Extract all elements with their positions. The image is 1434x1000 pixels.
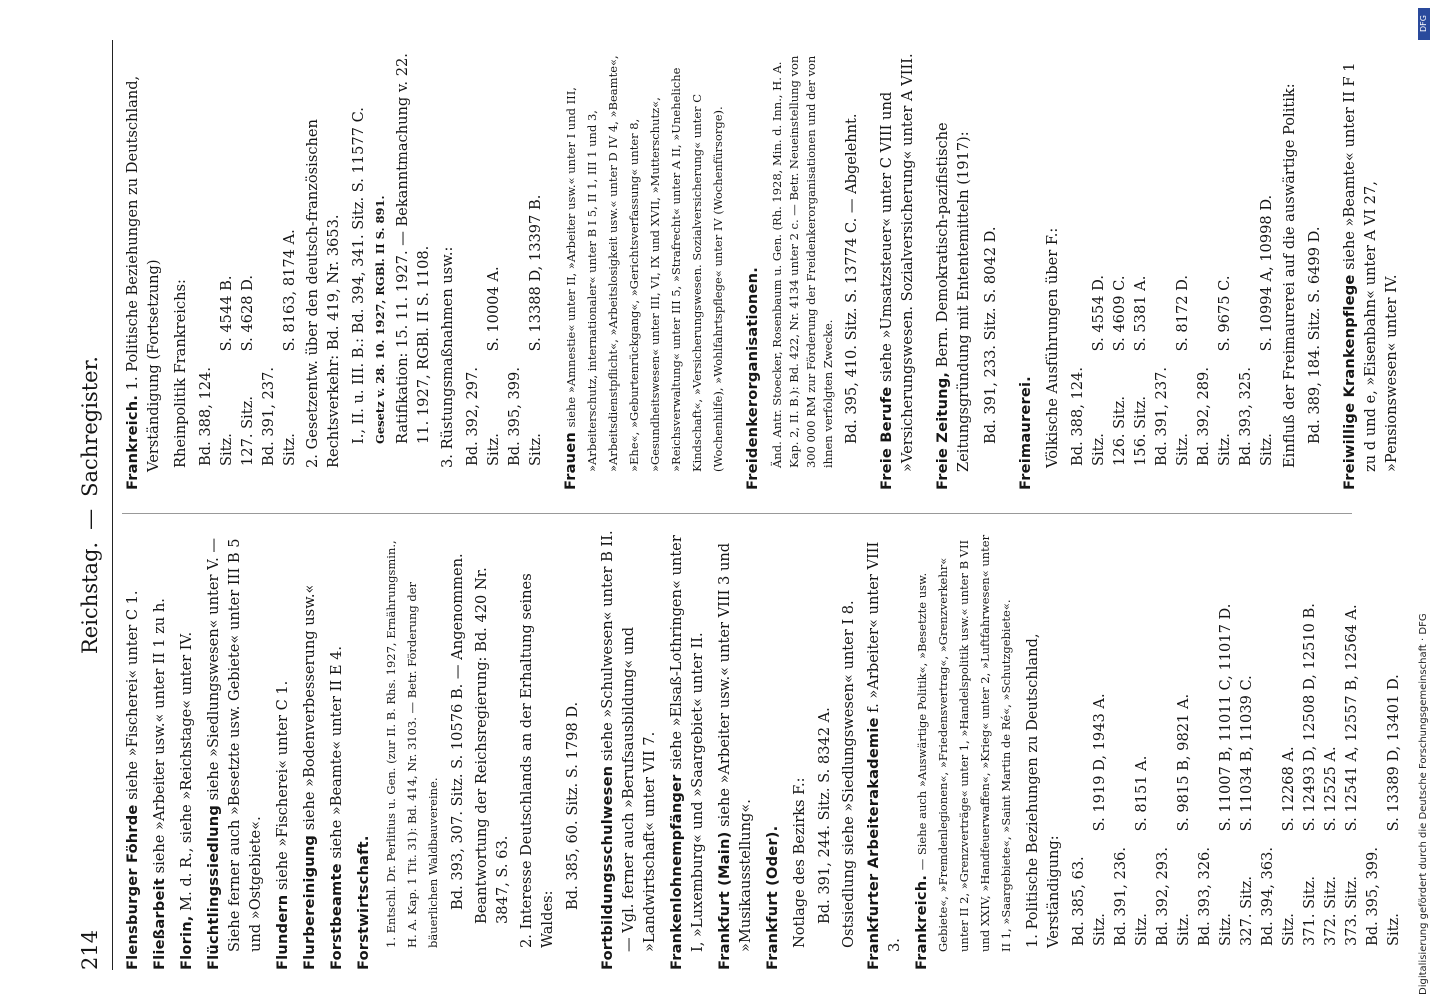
frankreich-item-3: 3. Rüstungsmaßnahmen usw.: <box>439 246 456 468</box>
entry-text: siehe »Siedlungswesen« unter V. — Siehe ferner auch »Besetzte usw. Gebiete« unter III B 5 und »Ostgebiete«. <box>205 538 264 952</box>
citation-page: S. 8151 A. <box>1133 755 1150 832</box>
citation-page: S. 8163, 8174 A. <box>281 229 298 352</box>
citation-page: S. 4544 B. <box>218 275 235 352</box>
citation-row <box>1236 530 1257 970</box>
frankfurt-oder-ostsiedlung: Ostsiedlung siehe »Siedlungswesen« unter I 8. <box>840 600 857 948</box>
citation-page: S. 10994 A, 10998 D. <box>1258 194 1275 352</box>
entry-term: Frankenlohnempfänger <box>668 774 685 970</box>
citation-row <box>1235 50 1277 490</box>
header-rule <box>112 40 113 970</box>
entry-text: siehe »Fischerei« unter C 1. <box>274 680 291 891</box>
citation-row <box>258 50 300 490</box>
citation-volume: Bd. 391, 236. Sitz. <box>1112 847 1150 946</box>
entry-text: Bern. Demokratisch-pazifistische Zeitungsgründung mit Ententemitteln (1917): <box>934 122 972 472</box>
citation-row <box>195 50 237 490</box>
citation-volume: Bd. 388, 124. Sitz. <box>197 367 235 466</box>
citation-page: S. 12525 A. <box>1322 746 1339 832</box>
citation-page: S. 4628 D. <box>239 275 256 352</box>
frankreich-item-2: 2. Gesetzentw. über den deutsch-französischen Rechtsverkehr: Bd. 419, Nr. 3653. <box>304 119 342 468</box>
entry-term: Flüchtlingssiedlung <box>205 805 222 970</box>
entry-term: Frankreich. <box>124 394 141 490</box>
citation-page: S. 4609 C. <box>1111 275 1128 352</box>
entry-term: Flurbereinigung <box>301 834 318 970</box>
citation-page: S. 11034 B, 11039 C. <box>1238 675 1255 832</box>
freidenker-text: Änd. Antr. Stoecker, Rosenbaum u. Gen. (Rh. 1928, Min. d. Inn., H. A. Kap. 2, II. B.): Bd. 422, Nr. 4134 unter 2 c. — Betr. Neueinstellung von 300 000 RM zur Förderung der Freidenkerorganisationen und der von ihnen verfolgten Zwecke. <box>770 55 835 468</box>
citation-volume: Bd. 395, 399. Sitz. <box>1364 847 1402 946</box>
citation-page: S. 9815 B, 9821 A. <box>1175 693 1192 832</box>
citation-volume: 127. Sitz. <box>239 396 256 466</box>
frankfurt-oder-line: Notlage des Bezirks F.: <box>791 777 808 948</box>
entry-term: Forstbeamte <box>328 863 345 970</box>
forst-item-1-text: 1. Entschl. Dr. Perlitius u. Gen. (zur II. B. Rhs. 1927, Ernährungsmin., H. A. Kap. 1 Tit. 31): Bd. 414, Nr. 3103. — Betr. Förderung der bäuerlichen Waldbauvereine. <box>384 540 440 948</box>
citation-volume: 372. Sitz. <box>1322 876 1339 946</box>
citation-page: S. 4554 D. <box>1090 275 1107 352</box>
forst-item-2: 2. Interesse Deutschlands an der Erhaltung seines Waldes: <box>518 573 556 948</box>
citation-page: S. 12493 D, 12508 D, 12510 B. <box>1301 603 1318 832</box>
citation-row <box>1068 530 1110 970</box>
running-title <box>78 40 102 970</box>
frankreich-item-2-ref: I., II. u. III. B.: Bd. 394, 341. Sitz. S. 11577 C. <box>350 107 367 444</box>
citation-volume: Bd. 391, 237. Sitz. <box>1153 367 1191 466</box>
citation-volume: 373. Sitz. <box>1343 876 1360 946</box>
index-entry <box>597 530 660 970</box>
entry-text: 1. Politische Beziehungen zu Deutschland, Verständigung (Fortsetzung) <box>124 75 162 472</box>
index-entry <box>863 530 905 970</box>
citation-volume: 126. Sitz. <box>1111 396 1128 466</box>
citation-page: S. 12268 A. <box>1280 746 1297 832</box>
citation-page: S. 5381 A. <box>1132 275 1149 352</box>
running-title-dash: — <box>78 508 102 530</box>
citation-row <box>1130 50 1151 490</box>
entry-text: siehe »Arbeiter usw.« unter II 1 zu h. <box>151 598 168 874</box>
entry-text: siehe »Beamte« unter II F 1 zu d und e, »Eisenbahn« unter A VI 27, »Pensionswesen« unter IV. <box>1341 62 1400 472</box>
right-column <box>122 50 1408 490</box>
citation-row <box>1341 530 1362 970</box>
citation-row <box>1109 50 1130 490</box>
citation-row <box>1320 530 1341 970</box>
column-divider <box>122 513 1352 514</box>
citation-page: S. 11007 B, 11011 C, 11017 D. <box>1217 603 1234 832</box>
entry-term: Freiwillige Krankenpflege <box>1341 274 1358 490</box>
left-column <box>122 530 1404 970</box>
citation-volume: 327. Sitz. <box>1238 876 1255 946</box>
entry-term: Freie Zeitung, <box>934 371 951 490</box>
einfluss-line: Einfluß der Freimaurerei auf die auswärtige Politik: <box>1281 83 1298 468</box>
citation-row <box>1067 50 1109 490</box>
index-entry <box>714 530 756 970</box>
rhein-heading: Rheinpolitik Frankreichs: <box>172 279 189 468</box>
index-entry <box>1339 50 1402 490</box>
citation-row <box>1299 530 1320 970</box>
citation-page: S. 13388 D, 13397 B. <box>527 194 544 352</box>
citation-row <box>462 50 504 490</box>
citation-row <box>1194 530 1236 970</box>
index-entry <box>122 530 143 970</box>
book-page <box>60 0 1402 1000</box>
citation-volume: Bd. 394, 363. Sitz. <box>1259 847 1297 946</box>
citation-volume: Bd. 392, 293. Sitz. <box>1154 847 1192 946</box>
index-entry <box>122 50 164 490</box>
citation-row <box>1257 530 1299 970</box>
citation-row <box>1362 530 1404 970</box>
running-title-right: Sachregister. <box>78 356 102 497</box>
citation-volume: 371. Sitz. <box>1301 876 1318 946</box>
entry-text: siehe »Schulwesen« unter B II. — Vgl. ferner auch »Berufsausbildung« und »Landwirtschaft« unter VII 7. <box>599 530 658 952</box>
entry-text: siehe »Amnestie« unter II, »Arbeiter usw.« unter I und III, »Arbeiterschutz, internationaler« unter B I 5, II 1, III 1 und 3, »Arbeitsdienstpflicht«, »Arbeitslosigkeit usw.« unter D IV 4, »Beamte«, »Ehe«, »Geburtenrückgang«, »Gerichtsverfassung« unter 8, »Gesundheitswesen« unter III, VI, IX und XVII, »Mutterschutz«, »Reichsverwaltung« unter III 5, »Strafrecht« unter A II, »Uneheliche Kindschaft«, »Versicherungswesen. Sozialversicherung« unter C (Wochenhilfe), »Wohlfahrtspflege« unter IV (Wochenfürsorge). <box>564 55 725 472</box>
frankreich-item-2-gesetz: Gesetz v. 28. 10. 1927, RGBl. II S. 891. <box>373 195 387 444</box>
entry-term: Forstwirtschaft. <box>355 835 372 970</box>
frankreich-item-2-ratifikation: Ratifikation: 15. 11. 1927. — Bekanntmachung v. 22. 11. 1927, RGBl. II S. 1108. <box>394 53 432 444</box>
index-entry <box>326 530 347 970</box>
entry-text: siehe »Umsatzsteuer« unter C VIII und »Versicherungswesen. Sozialversicherung« unter A VIII. <box>878 53 916 472</box>
citation-page: S. 8172 D. <box>1174 275 1191 352</box>
entry-term: Frankreich. <box>913 874 930 970</box>
citation-row <box>504 50 546 490</box>
citation-row <box>1152 530 1194 970</box>
citation-row <box>237 50 258 490</box>
freidenker-ref: Bd. 395, 410. Sitz. S. 13774 C. — Abgelehnt. <box>843 113 860 444</box>
citation-row <box>1151 50 1193 490</box>
frankfurt-oder-ref: Bd. 391, 244. Sitz. S. 8342 A. <box>816 707 833 924</box>
entry-term: Fließarbeit <box>151 878 168 970</box>
citation-volume: Bd. 393, 326. Sitz. <box>1196 847 1234 946</box>
entry-term: Frankfurt (Main) <box>716 831 733 970</box>
einfluss-ref: Bd. 389, 184. Sitz. S. 6499 D. <box>1306 226 1323 444</box>
index-entry <box>762 530 783 970</box>
entry-term: Frankfurter Arbeiterakademie <box>865 717 882 970</box>
citation-row <box>1110 530 1152 970</box>
index-entry <box>911 530 1016 970</box>
entry-term: Florin, <box>178 915 195 970</box>
citation-page: S. 13389 D, 13401 D. <box>1385 674 1402 832</box>
index-entry <box>353 530 374 970</box>
entry-term: Fortbildungsschulwesen <box>599 765 616 970</box>
citation-volume: Bd. 392, 297. Sitz. <box>464 367 502 466</box>
entry-term: Freimaurerei. <box>1017 376 1034 490</box>
citation-volume: Bd. 388, 124. Sitz. <box>1069 367 1107 466</box>
entry-text: siehe »Arbeiter usw.« unter VIII 3 und »Musikausstellung«. <box>716 542 754 952</box>
entry-text: M. d. R., siehe »Reichstage« unter IV. <box>178 631 195 911</box>
entry-term: Freidenkerorganisationen. <box>744 267 761 490</box>
entry-term: Frauen <box>562 432 579 490</box>
entry-term: Frankfurt (Oder). <box>764 825 781 970</box>
zeitung-ref: Bd. 391, 233. Sitz. S. 8042 D. <box>982 226 999 444</box>
entry-term: Freie Berufe <box>878 386 895 490</box>
forst-item-1 <box>380 530 443 970</box>
running-title-left: Reichstag. <box>78 541 102 654</box>
page-number: 214 <box>78 929 102 970</box>
frankreich-item-1: 1. Politische Beziehungen zu Deutschland, Verständigung: <box>1024 633 1062 948</box>
index-entry <box>149 530 170 970</box>
entry-text: siehe »Beamte« unter II E 4. <box>328 645 345 859</box>
entry-text: siehe »Elsaß-Lothringen« unter I, »Luxemburg« und »Saargebiet« unter II. <box>668 535 706 952</box>
index-entry <box>299 530 320 970</box>
index-entry <box>666 530 708 970</box>
digitization-note: Digitalisierung gefördert durch die Deutsche Forschungsgemeinschaft · DFG <box>1418 613 1429 995</box>
citation-volume: 156. Sitz. <box>1132 396 1149 466</box>
freimaurerei-heading: Völkische Ausführungen über F.: <box>1044 227 1061 468</box>
forst-item-1-answer: Beantwortung der Reichsregierung: Bd. 420 Nr. 3847, S. 63. <box>473 567 511 924</box>
entry-text: f. »Arbeiter« unter VIII 3. <box>865 541 903 952</box>
index-entry <box>932 50 974 490</box>
running-head <box>78 40 108 970</box>
citation-volume: Bd. 385, 63. Sitz. <box>1070 856 1108 946</box>
entry-term: Flundern <box>274 894 291 970</box>
index-entry <box>742 50 763 490</box>
forst-item-1-ref: Bd. 393, 307. Sitz. S. 10576 B. — Angenommen. <box>449 553 466 910</box>
index-entry <box>176 530 197 970</box>
citation-volume: Bd. 393, 325. Sitz. <box>1237 367 1275 466</box>
citation-volume: Bd. 392, 289. Sitz. <box>1195 367 1233 466</box>
entry-text: siehe »Bodenverbesserung usw.« <box>301 584 318 831</box>
citation-volume: Bd. 391, 237. Sitz. <box>260 367 298 466</box>
citation-row <box>1193 50 1235 490</box>
index-entry <box>876 50 918 490</box>
forst-item-2-ref: Bd. 385, 60. Sitz. S. 1798 D. <box>564 701 581 910</box>
index-entry <box>1015 50 1036 490</box>
dfg-logo: DFG <box>1418 8 1430 40</box>
index-entry <box>272 530 293 970</box>
entry-term: Flensburger Föhrde <box>124 804 141 970</box>
citation-page: S. 12541 A, 12557 B, 12564 A. <box>1343 604 1360 832</box>
index-entry <box>203 530 266 970</box>
citation-page: S. 10004 A. <box>485 266 502 352</box>
entry-text: siehe »Fischerei« unter C 1. <box>124 590 141 800</box>
citation-page: S. 9675 C. <box>1216 275 1233 352</box>
index-entry <box>560 50 728 490</box>
citation-page: S. 1919 D, 1943 A. <box>1091 693 1108 832</box>
entry-text: — Siehe auch »Auswärtige Politik«, »Besetzte usw. Gebiete«, »Fremdenlegionen«, »Friedensvertrag«, »Grenzverkehr« unter II 2, »Grenzverträge« unter 1, »Handelspolitik usw.« unter B VII und XXIV, »Handfeuerwaffen«, »Krieg« unter 2, »Luftfahrwesen« unter II 1, »Saargebiete«, »Saint Martin de Ré«, »Schutzgebiete«. <box>915 534 1013 952</box>
citation-volume: Bd. 395, 399. Sitz. <box>506 367 544 466</box>
